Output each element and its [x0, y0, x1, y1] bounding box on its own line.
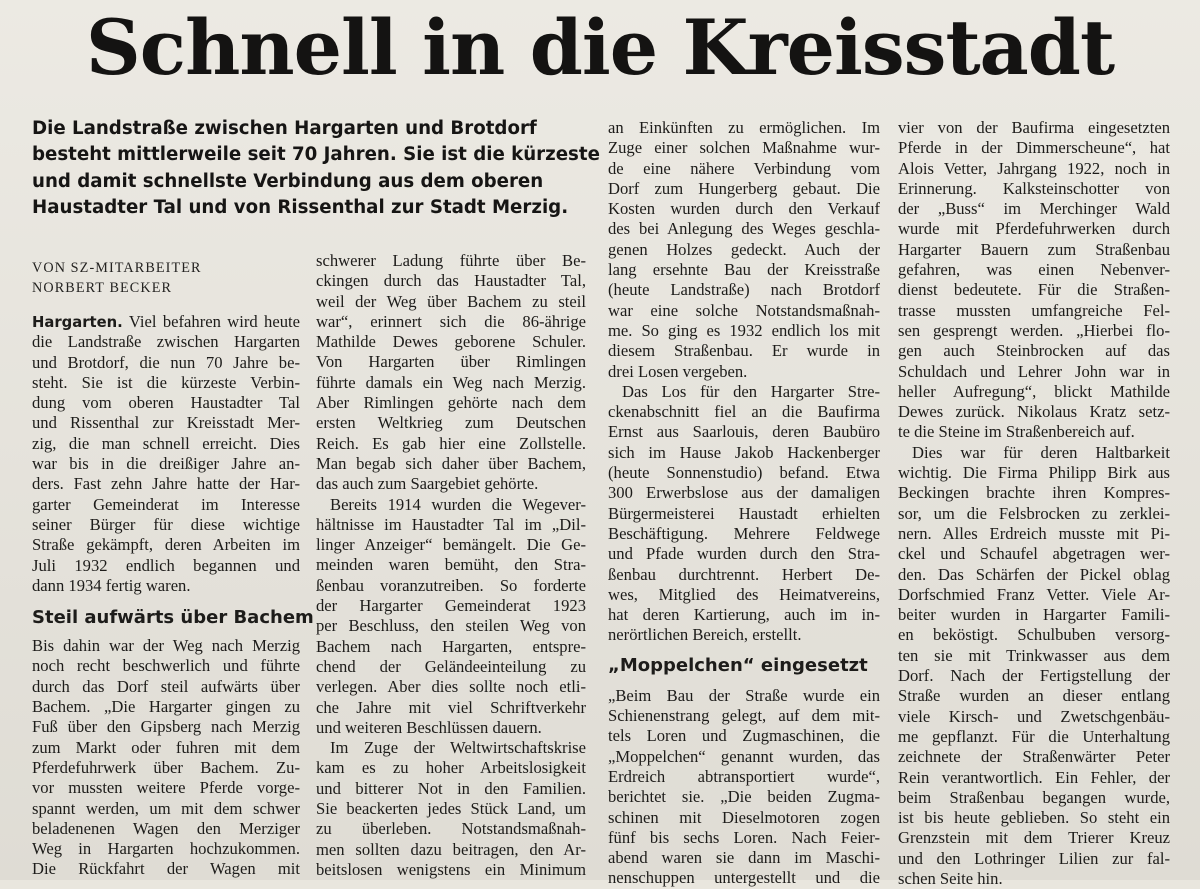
column-2 [316, 251, 586, 880]
text-line: Reich. Es gab hier eine Zollstelle. [316, 433, 586, 453]
text-line: Dorfschmied Franz Vetter. Viele Ar- [898, 584, 1170, 604]
text-line: men sollten dazu beitragen, den Ar- [316, 839, 586, 859]
text-line: und Pfade wurden durch den Stra- [608, 544, 880, 564]
text-line: chend der Geländeeinteilung zu [316, 656, 586, 676]
text-line: lang ersehnte Bau der Kreisstraße [608, 260, 880, 280]
text-line: ckel und Schaufel abgetragen wer- [898, 544, 1170, 564]
text-line: Im Zuge der Weltwirtschaftskrise [330, 738, 586, 758]
text-line: schen Seite hin. [898, 868, 1003, 888]
text-line: tels Loren und Zugmaschinen, die [608, 726, 880, 746]
text-line: Rein verantwortlich. Ein Fehler, der [898, 767, 1170, 787]
text-line: wurde mit Pferdefuhrwerken durch [898, 219, 1170, 239]
column-1 [32, 312, 314, 880]
text-line: Bereits 1914 wurden die Wegever- [330, 494, 586, 514]
text-line: hat deren Kartierung, auch im in- [608, 605, 880, 625]
text-line: Das Los für den Hargarter Stre- [622, 381, 880, 401]
text-line: Straße gekämpft, deren Arbeiten im [32, 535, 300, 555]
text-line: das auch zum Saargebiet gehörte. [316, 474, 539, 494]
text-line: nerörtlichen Bereich, erstellt. [608, 625, 802, 645]
text-line: Bachem nach Hargarten, entspre- [316, 636, 586, 656]
text-line: Bis dahin war der Weg nach Merzig [32, 636, 300, 656]
text-line: nenschuppen untergestellt und die [608, 868, 880, 888]
column-3 [608, 118, 880, 889]
text-line: ckingen durch das Haustadter Tal, [316, 271, 586, 291]
text-line: war eine solche Notstandsmaßnah- [608, 300, 880, 320]
text-line: linger Anzeiger“ bemängelt. Die Ge- [316, 535, 586, 555]
text-line: per Beschluss, den steilen Weg von [316, 616, 586, 636]
byline-line: VON SZ-MITARBEITER [32, 260, 202, 276]
text-line: diesem Straßenbau. Er wurde in [608, 341, 880, 361]
text-line: dienst bedeutete. Für die Straßen- [898, 280, 1170, 300]
text-line: Pferde in der Dimmerscheune“, hat [898, 138, 1170, 158]
text-line: gefahren, was einen Nebenver- [898, 260, 1170, 280]
text-line: vier von der Baufirma eingesetzten [898, 118, 1170, 137]
text-line: der Hargarter Gemeinderat 1923 [316, 596, 586, 616]
text-line: dann 1934 fertig waren. [32, 575, 191, 595]
text-line: spannt werden, um mit dem schwer [32, 798, 300, 818]
text-line: seiner Bürger für diese wichtige [32, 514, 300, 534]
text-line: steht. Sie ist die kürzeste Verbin- [32, 372, 300, 392]
text-line: abend waren sie dann im Maschi- [608, 848, 880, 868]
text-line: ist bis heute geblieben. So steht ein [898, 808, 1170, 828]
text-line: beim Straßenbau begangen wurde, [898, 787, 1170, 807]
text-line: Dorf. Nach der Fertigstellung der [898, 666, 1170, 686]
text-line: de eine nähere Verbindung vom [608, 158, 880, 178]
text-line: Dewes zurück. Nikolaus Kratz setz- [898, 402, 1170, 422]
text-line: wes, Mitglied des Heimatvereins, [608, 584, 880, 604]
text-line: Alois Vetter, Jahrgang 1922, noch in [898, 158, 1170, 178]
text-line: war bis in die dreißiger Jahre an- [32, 454, 300, 474]
text-line: Juli 1932 endlich begannen und [32, 555, 300, 575]
text-line: und weiteren Beschlüssen dauern. [316, 717, 542, 737]
text-line: führte damals ein Weg nach Merzig. [316, 372, 586, 392]
text-line: Ernst aus Saarlouis, deren Baubüro [608, 422, 880, 442]
text-line: und den Lothringer Lilien zur fal- [898, 848, 1170, 868]
text-line: en beköstigt. Schulbuben versorg- [898, 625, 1170, 645]
text-line: Mathilde Dewes geborene Schuler. [316, 332, 586, 352]
text-line: schwerer Ladung führte über Be- [316, 251, 586, 270]
text-line: gen auch Steinbrocken auf das [898, 341, 1170, 361]
text-line: ßenbau voranzutreiben. So forderte [316, 575, 586, 595]
byline [32, 258, 292, 298]
text-line: durch das Dorf steil aufwärts über [32, 676, 300, 696]
text-line: dung vom oberen Haustadter Tal [32, 393, 300, 413]
text-line: zeichnete der Straßenwärter Peter [898, 747, 1170, 767]
text-line: meinden waren bemüht, den Stra- [316, 555, 586, 575]
text-line: Beschäftigung. Mehrere Feldwege [608, 523, 880, 543]
text-line: 300 Erwerbslose aus der damaligen [608, 483, 880, 503]
text-line: Erinnerung. Kalksteinschotter von [898, 178, 1170, 198]
text-line: noch recht beschwerlich und führte [32, 656, 300, 676]
text-line: Weg in Hargarten hochzukommen. [32, 839, 300, 859]
text-line: Von Hargarten über Rimlingen [316, 352, 586, 372]
text-line: schinen mit Dieselmotoren zogen [608, 807, 880, 827]
article-headline: Schnell in die Kreisstadt [85, 3, 1115, 92]
text-line: und Rissenthal zur Kreisstadt Mer- [32, 413, 300, 433]
text-line: Grenzstein mit dem Trierer Kreuz [898, 828, 1170, 848]
text-line: ders. Fast zehn Jahre hatte der Har- [32, 474, 300, 494]
text-line: Sie beackerten jedes Stück Land, um [316, 799, 586, 819]
text-line: Beckingen brachte ihren Kompres- [898, 483, 1170, 503]
text-line: Die Rückfahrt der Wagen mit [32, 859, 300, 879]
text-line: Kosten wurden durch den Verkauf [608, 199, 880, 219]
text-line: ßenbau durchtrennt. Herbert De- [608, 564, 880, 584]
text-line: genen Holzes gedeckt. Auch der [608, 239, 880, 259]
text-line: garter Gemeinderat im Interesse [32, 494, 300, 514]
text-line: und Brotdorf, die nun 70 Jahre be- [32, 352, 300, 372]
text-line: Dies war für deren Haltbarkeit [912, 442, 1170, 462]
text-line: „Beim Bau der Straße wurde ein [608, 685, 880, 705]
text-line: weil der Weg über Bachem zu steil [316, 291, 586, 311]
text-line: Straße wurden an dieser entlang [898, 686, 1170, 706]
text-line: berichtet sie. „Die beiden Zugma- [608, 787, 880, 807]
text-line: me. So ging es 1932 endlich los mit [608, 320, 880, 340]
text-line: Hargarter Bauern zum Straßenbau [898, 239, 1170, 259]
text-line: beiter wurden in Hargarter Famili- [898, 605, 1170, 625]
text-line: Pferdefuhrwerk über Bachem. Zu- [32, 757, 300, 777]
text-line: che Jahre mit viel Schriftverkehr [316, 697, 586, 717]
subhead-steil-aufwaerts: Steil aufwärts über Bachem [32, 607, 314, 629]
byline-author: NORBERT BECKER [32, 280, 173, 296]
text-line: verlegen. Aber dies sollte noch etli- [316, 677, 586, 697]
text-line: fünf bis sechs Loren. Nach Feier- [608, 827, 880, 847]
text-line: nern. Alles Erdreich musste mit Pi- [898, 523, 1170, 543]
text-line: den. Das Schärfen der Pickel oblag [898, 564, 1170, 584]
text-line: vor mussten weitere Pferde vorge- [32, 778, 300, 798]
text-line: viele Kirsch- und Zwetschgenbäu- [898, 706, 1170, 726]
text-line: Fuß über den Gipsberg nach Merzig [32, 717, 300, 737]
text-line: war“, erinnert sich die 86-ährige [316, 311, 586, 331]
text-line: an Einkünften zu ermöglichen. Im [608, 118, 880, 137]
text-line: zum Markt oder fuhren mit dem [32, 737, 300, 757]
text-line: (heute Landstraße) nach Brotdorf [608, 280, 880, 300]
text-line: ersten Weltkrieg zum Deutschen [316, 413, 586, 433]
article-lead: Die Landstraße zwischen Hargarten und Brotdorf besteht mittlerweile seit 70 Jahren. Sie ist die kürzeste und damit schnellste Verbindung aus dem oberen Haustadter Tal und von Rissenthal zur Stadt Merzig. [32, 118, 600, 218]
text-line: (heute Sonnenstudio) befand. Etwa [608, 463, 880, 483]
text-line: Erdreich abtransportiert wurde“, [608, 766, 880, 786]
text-line: Schienenstrang gelegt, auf dem mit- [608, 706, 880, 726]
subhead-moppelchen: „Moppelchen“ eingesetzt [608, 654, 868, 676]
text-line: Man begab sich daher über Bachem, [316, 453, 586, 473]
text-line: ten sie mit Trinkwasser aus dem [898, 645, 1170, 665]
text-line: zu überleben. Notstandsmaßnah- [316, 819, 586, 839]
text-line: Schuldach und Lehrer John war in [898, 361, 1170, 381]
text-line: zig, die man schnell erreicht. Dies [32, 433, 300, 453]
text-line: sor, um die Felsbrocken zu zerklei- [898, 503, 1170, 523]
text-line: „Moppelchen“ genannt wurden, das [608, 746, 880, 766]
text-line: Dorf zum Hungerberg gebaut. Die [608, 178, 880, 198]
text-line: sich im Hause Jakob Hackenberger [608, 442, 880, 462]
text-line: Bachem. „Die Hargarter gingen zu [32, 697, 300, 717]
text-line: Aber Rimlingen gehörte nach dem [316, 393, 586, 413]
text-line: und bitterer Not in den Familien. [316, 778, 586, 798]
text-line: Zuge einer solchen Maßnahme wur- [608, 138, 880, 158]
text-line: Bürgermeisterei Haustadt erhielten [608, 503, 880, 523]
text-line: die Landstraße zwischen Hargarten [32, 332, 300, 352]
dateline: Hargarten. [32, 314, 123, 331]
text-line: beitslosen wenigstens ein Minimum [316, 859, 586, 879]
text-line [32, 312, 300, 332]
text-line: te die Steine im Straßenbereich auf. [898, 422, 1135, 442]
text-line: ckenabschnitt fiel an die Baufirma [608, 402, 880, 422]
text-line: der „Buss“ im Merchinger Wald [898, 199, 1170, 219]
column-4 [898, 118, 1170, 889]
text-line: wichtig. Die Firma Philipp Birk aus [898, 463, 1170, 483]
text-line: beladenenen Wagen den Merziger [32, 818, 300, 838]
text-line: sen gesprengt werden. „Hierbei flo- [898, 320, 1170, 340]
text-line: trasse mussten umfangreiche Fel- [898, 300, 1170, 320]
text-line: kam es zu hoher Arbeitslosigkeit [316, 758, 586, 778]
text-line: me gepflanzt. Für die Unterhaltung [898, 726, 1170, 746]
text-line: des bei Anlegung des Weges geschla- [608, 219, 880, 239]
text-fragment: Viel befahren wird heute [122, 312, 300, 331]
text-line: hältnisse im Haustadter Tal im „Dil- [316, 514, 586, 534]
text-line: drei Losen vergeben. [608, 361, 748, 381]
text-line: heller Aufregung“, blickt Mathilde [898, 381, 1170, 401]
